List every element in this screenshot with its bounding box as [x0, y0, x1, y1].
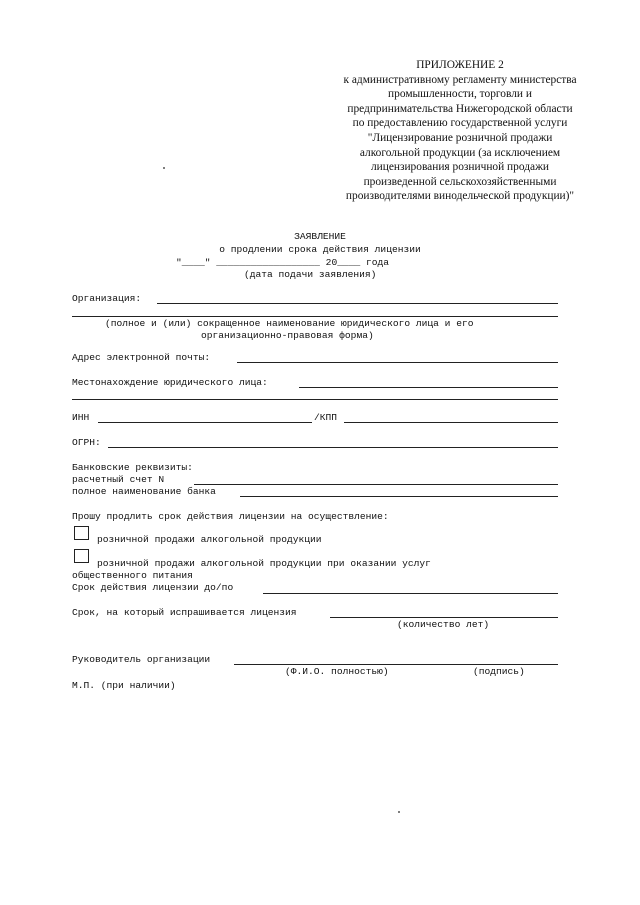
- appendix-line: лицензирования розничной продажи: [370, 161, 550, 174]
- appendix-line: "Лицензирование розничной продажи: [367, 131, 553, 144]
- email-field[interactable]: [237, 362, 558, 363]
- head-label: Руководитель организации: [72, 654, 211, 665]
- kpp-field[interactable]: [344, 422, 558, 423]
- organization-caption: (полное и (или) сокращенное наименование юридического лица и его: [105, 318, 474, 329]
- location-field[interactable]: [299, 387, 558, 388]
- email-label: Адрес электронной почты:: [72, 352, 211, 363]
- stamp-label: М.П. (при наличии): [72, 680, 176, 691]
- validity-field[interactable]: [263, 593, 558, 594]
- term-label: Срок, на который испрашивается лицензия: [72, 607, 297, 618]
- sign-caption: (подпись): [473, 666, 525, 677]
- location-label: Местонахождение юридического лица:: [72, 377, 268, 388]
- term-caption: (количество лет): [397, 619, 490, 630]
- head-field[interactable]: [234, 664, 558, 665]
- ogrn-label: ОГРН:: [72, 437, 101, 448]
- form-subtitle: о продлении срока действия лицензии: [219, 244, 421, 255]
- catering-option-label: розничной продажи алкогольной продукции при оказании услуг: [97, 558, 431, 569]
- date-line[interactable]: "____" __________________ 20____ года: [176, 257, 390, 268]
- inn-label: ИНН: [72, 412, 90, 423]
- catering-checkbox[interactable]: [74, 549, 89, 563]
- account-label: расчетный счет N: [72, 474, 165, 485]
- request-text: Прошу продлить срок действия лицензии на осуществление:: [72, 511, 389, 522]
- appendix-line: по предоставлению государственной услуги: [352, 117, 568, 130]
- location-field-line-2[interactable]: [72, 399, 558, 400]
- account-field[interactable]: [194, 484, 558, 485]
- scan-speck: [163, 167, 165, 169]
- bank-name-label: полное наименование банка: [72, 486, 216, 497]
- appendix-line: к административному регламенту министерства: [343, 73, 577, 86]
- retail-option-label: розничной продажи алкогольной продукции: [97, 534, 322, 545]
- appendix-line: предпринимательства Нижегородской области: [347, 102, 573, 115]
- appendix-header: [310, 58, 610, 204]
- scan-speck: [398, 811, 400, 813]
- appendix-line: алкогольной продукции (за исключением: [359, 146, 561, 159]
- appendix-title: ПРИЛОЖЕНИЕ 2: [416, 59, 504, 71]
- form-title: ЗАЯВЛЕНИЕ: [294, 231, 346, 242]
- fio-caption: (Ф.И.О. полностью): [285, 666, 389, 677]
- organization-caption: организационно-правовая форма): [201, 330, 374, 341]
- appendix-line: производителями винодельческой продукции)": [345, 190, 575, 203]
- catering-option-label-cont: общественного питания: [72, 570, 193, 581]
- validity-label: Срок действия лицензии до/по: [72, 582, 234, 593]
- date-caption: (дата подачи заявления): [244, 269, 377, 280]
- appendix-line: произведенной сельскохозяйственными: [363, 175, 557, 188]
- organization-field-line-2[interactable]: [72, 316, 558, 317]
- term-field[interactable]: [330, 617, 558, 618]
- inn-field[interactable]: [98, 422, 312, 423]
- retail-checkbox[interactable]: [74, 526, 89, 540]
- bank-label: Банковские реквизиты:: [72, 462, 193, 473]
- ogrn-field[interactable]: [108, 447, 558, 448]
- organization-label: Организация:: [72, 293, 142, 304]
- bank-name-field[interactable]: [240, 496, 558, 497]
- appendix-line: промышленности, торговли и: [388, 88, 532, 101]
- organization-field[interactable]: [157, 303, 558, 304]
- kpp-label: /КПП: [314, 412, 338, 423]
